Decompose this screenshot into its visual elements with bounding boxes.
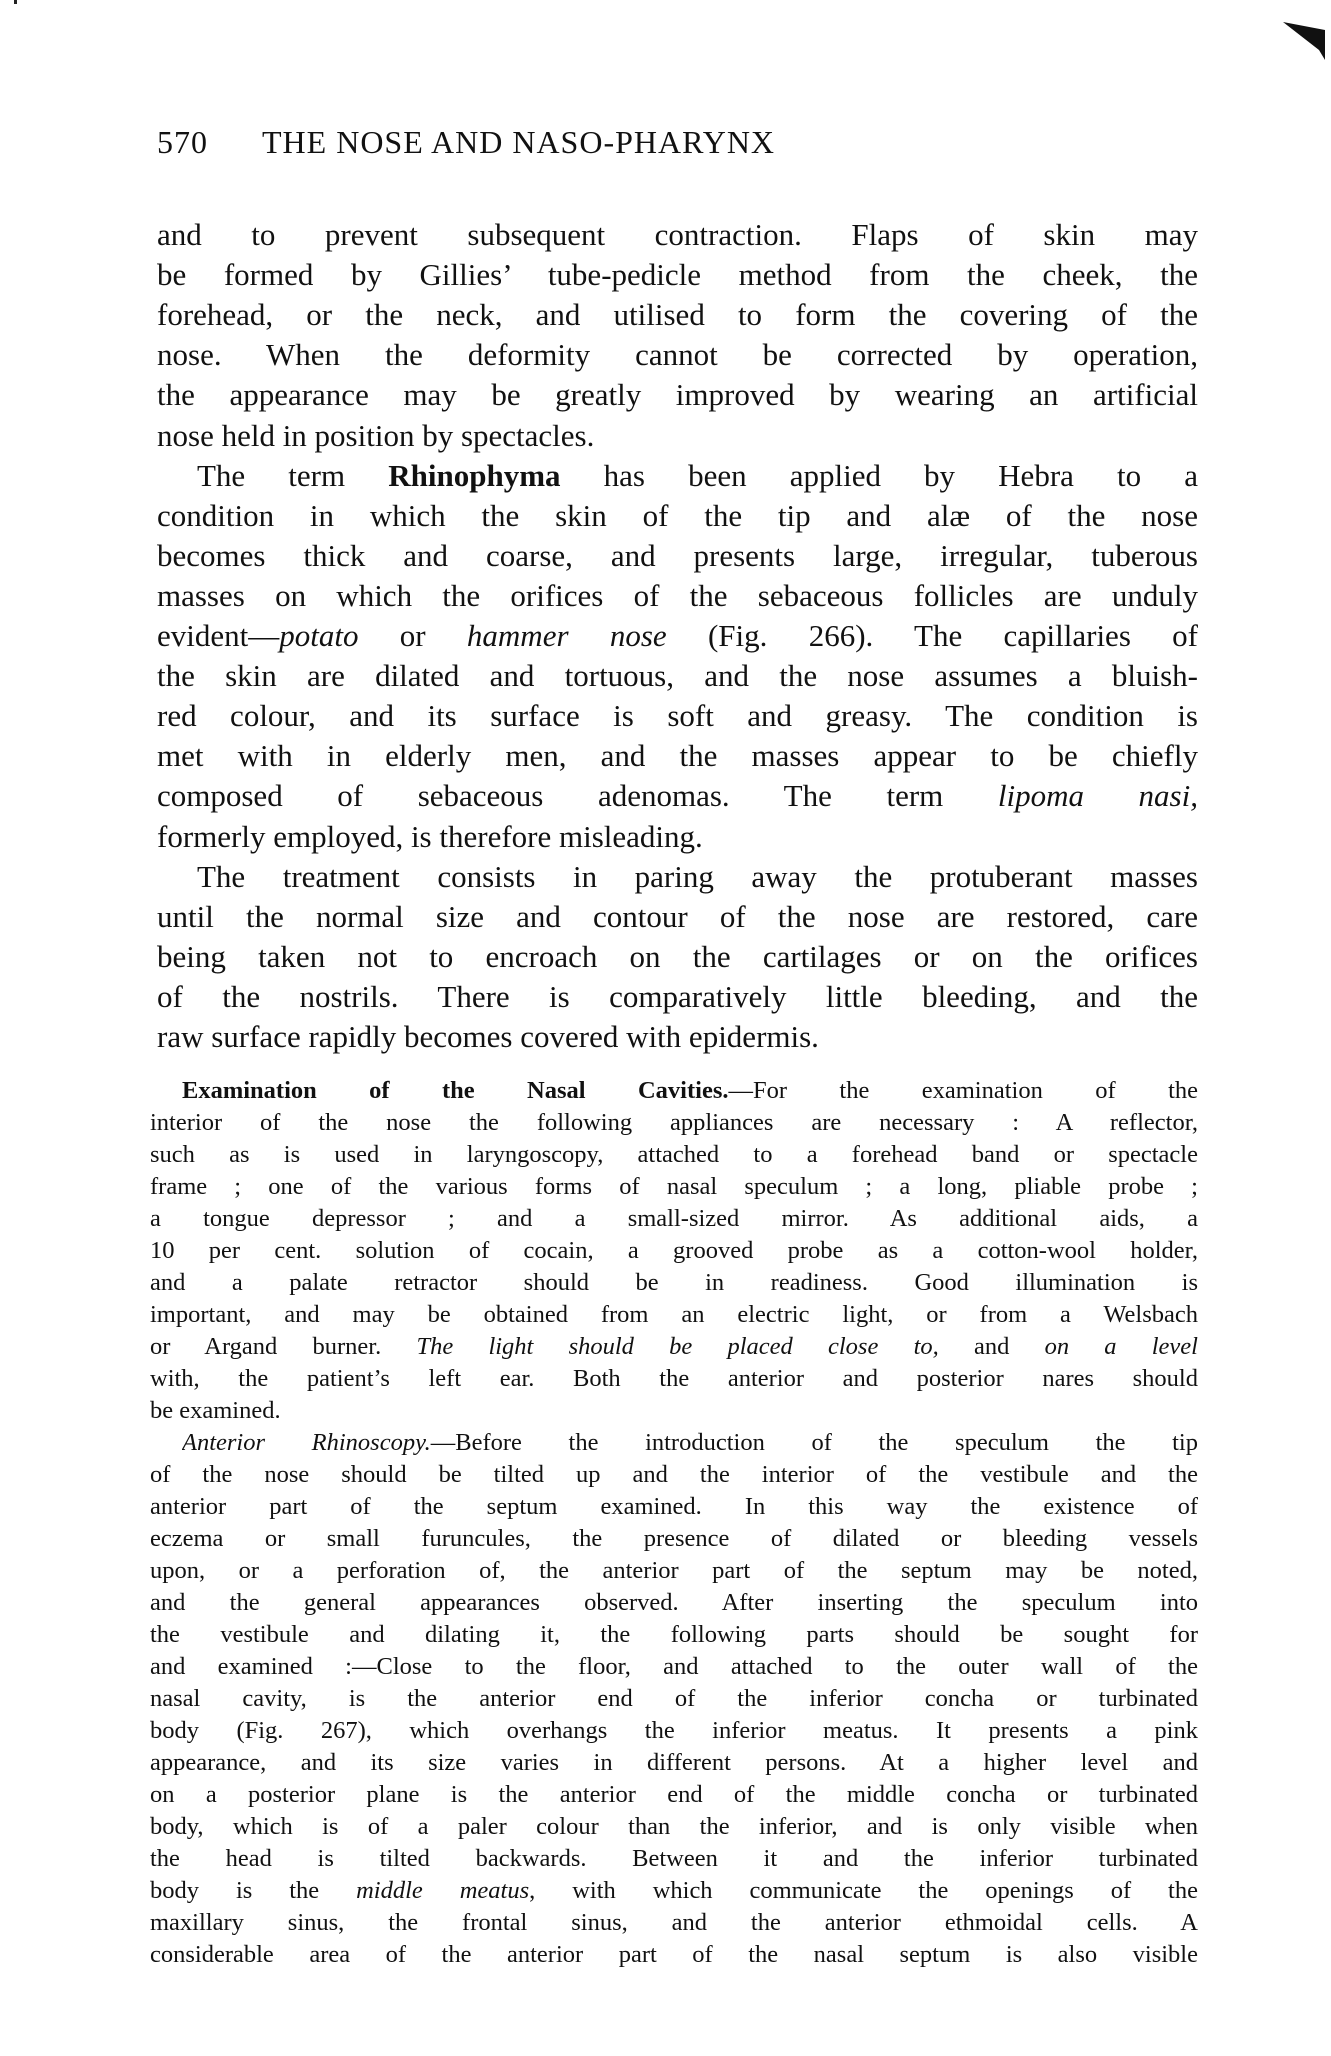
text-line [150, 1683, 1198, 1715]
text-run: The term [197, 457, 389, 493]
text-run: until the normal size and contour of the nose are restored, care [157, 898, 1198, 934]
text-run: be formed by Gillies’ tube-pedicle method from the cheek, the [157, 257, 1198, 293]
text-line [157, 696, 1198, 736]
text-run: body is the [150, 1877, 357, 1904]
text-run: and the general appearances observed. After inserting the speculum into [150, 1589, 1198, 1616]
text-line [150, 1587, 1198, 1619]
page-corner-mark-icon [1283, 20, 1327, 64]
text-run: anterior part of the septum examined. In this way the existence of [150, 1493, 1198, 1520]
text-line [157, 1017, 1198, 1057]
text-run: has been applied by Hebra to a [560, 457, 1198, 493]
text-run: such as is used in laryngoscopy, attached to a forehead band or spectacle [150, 1141, 1198, 1168]
text-run: —For the examination of the [728, 1077, 1198, 1104]
running-header [157, 124, 775, 161]
text-run: the vestibule and dilating it, the following parts should be sought for [150, 1621, 1198, 1648]
text-run: evident— [157, 618, 280, 653]
text-run: eczema or small furuncules, the presence of dilated or bleeding vessels [150, 1525, 1198, 1552]
text-run: and to prevent subsequent contraction. Flaps of skin may [157, 217, 1198, 252]
text-run: the head is tilted backwards. Between it and the inferior turbinated [150, 1845, 1198, 1872]
running-title: THE NOSE AND NASO-PHARYNX [262, 124, 776, 160]
text-line [150, 1779, 1198, 1811]
text-line [150, 1523, 1198, 1555]
italic-term: hammer nose [466, 618, 667, 653]
text-line [182, 1075, 1198, 1107]
text-line [157, 817, 1198, 857]
italic-term: lipoma nasi, [997, 778, 1198, 814]
text-line [157, 536, 1198, 576]
text-line [150, 1491, 1198, 1523]
text-run: 10 per cent. solution of cocain, a grooved probe as a cotton-wool holder, [150, 1237, 1198, 1264]
text-run: be examined. [150, 1397, 281, 1424]
text-run: or Argand burner. [150, 1333, 417, 1360]
text-line [157, 616, 1198, 656]
text-line [150, 1331, 1198, 1363]
text-run: and a palate retractor should be in readiness. Good illumination is [150, 1269, 1198, 1296]
text-run: and [938, 1333, 1045, 1360]
text-run: appearance, and its size varies in different persons. At a higher level and [150, 1749, 1198, 1776]
text-line [157, 295, 1198, 335]
text-run: the skin are dilated and tortuous, and the nose assumes a bluish- [157, 658, 1198, 694]
italic-term: middle meatus [356, 1877, 530, 1904]
text-line [157, 496, 1198, 536]
text-line [150, 1395, 1198, 1427]
text-run: maxillary sinus, the frontal sinus, and the anterior ethmoidal cells. A [150, 1909, 1198, 1936]
text-run: forehead, or the neck, and utilised to form the covering of the [157, 297, 1198, 333]
text-run: on a posterior plane is the anterior end of the middle concha or turbinated [150, 1781, 1198, 1808]
text-line [150, 1267, 1198, 1299]
page-number: 570 [157, 124, 208, 160]
text-line [150, 1843, 1198, 1875]
text-line [157, 215, 1198, 255]
text-line [150, 1235, 1198, 1267]
text-line [150, 1811, 1198, 1843]
text-run: a tongue depressor ; and a small-sized mirror. As additional aids, a [150, 1205, 1198, 1232]
text-run: The treatment consists in paring away the protuberant masses [197, 858, 1198, 894]
text-line [150, 1363, 1198, 1395]
text-line [157, 736, 1198, 776]
text-run: important, and may be obtained from an electric light, or from a Welsbach [150, 1301, 1198, 1328]
text-run: met with in elderly men, and the masses appear to be chiefly [157, 738, 1198, 774]
scan-speck [14, 0, 17, 4]
text-run: the appearance may be greatly improved by wearing an artificial [157, 377, 1198, 413]
text-run: formerly employed, is therefore misleading. [157, 818, 703, 854]
text-run: or [358, 618, 467, 653]
text-line [157, 375, 1198, 415]
text-run: of the nostrils. There is comparatively little bleeding, and the [157, 978, 1198, 1014]
text-line [150, 1715, 1198, 1747]
text-line [150, 1651, 1198, 1683]
text-line [157, 255, 1198, 295]
text-line [150, 1907, 1198, 1939]
text-line [157, 416, 1198, 456]
text-run: (Fig. 266). The capillaries of [666, 618, 1198, 653]
bold-term: Rhinophyma [388, 457, 561, 493]
text-run: frame ; one of the various forms of nasal speculum ; a long, pliable probe ; [150, 1173, 1198, 1200]
text-run: —Before the introduction of the speculum the tip [430, 1429, 1198, 1456]
text-line [150, 1139, 1198, 1171]
text-line [157, 656, 1198, 696]
text-run: upon, or a perforation of, the anterior part of the septum may be noted, [150, 1557, 1198, 1584]
text-line [150, 1459, 1198, 1491]
text-run: with, the patient’s left ear. Both the anterior and posterior nares should [150, 1365, 1198, 1392]
text-run: masses on which the orifices of the sebaceous follicles are unduly [157, 577, 1198, 613]
text-run: being taken not to encroach on the cartilages or on the orifices [157, 938, 1198, 974]
text-run: becomes thick and coarse, and presents large, irregular, tuberous [157, 537, 1198, 573]
text-line [150, 1747, 1198, 1779]
text-line [157, 977, 1198, 1017]
text-run: composed of sebaceous adenomas. The term [157, 778, 998, 814]
text-line [157, 937, 1198, 977]
italic-term: The light should be placed close to, [416, 1333, 939, 1360]
text-run: body (Fig. 267), which overhangs the inferior meatus. It presents a pink [150, 1717, 1198, 1744]
text-line [150, 1203, 1198, 1235]
text-run: red colour, and its surface is soft and greasy. The condition is [157, 698, 1198, 734]
italic-term: potato [279, 618, 359, 653]
text-run: nose. When the deformity cannot be corrected by operation, [157, 337, 1198, 373]
italic-term: Anterior Rhinoscopy. [182, 1429, 431, 1456]
text-line [150, 1939, 1198, 1971]
text-run: considerable area of the anterior part of the nasal septum is also visible [150, 1941, 1198, 1968]
bold-term: Examination of the Nasal Cavities. [182, 1077, 729, 1104]
text-line [150, 1555, 1198, 1587]
text-run: raw surface rapidly becomes covered with epidermis. [157, 1019, 819, 1054]
text-run: of the nose should be tilted up and the interior of the vestibule and the [150, 1461, 1198, 1488]
text-line [150, 1107, 1198, 1139]
text-run: condition in which the skin of the tip and alæ of the nose [157, 497, 1198, 533]
text-line [157, 897, 1198, 937]
text-run: body, which is of a paler colour than the inferior, and is only visible when [150, 1813, 1198, 1840]
text-line [150, 1619, 1198, 1651]
text-run: nasal cavity, is the anterior end of the inferior concha or turbinated [150, 1685, 1198, 1712]
text-line [150, 1299, 1198, 1331]
text-line [150, 1171, 1198, 1203]
text-run: , with which communicate the openings of the [529, 1877, 1198, 1904]
text-line [150, 1875, 1198, 1907]
text-run: nose held in position by spectacles. [157, 417, 595, 453]
text-run: and examined :—Close to the floor, and attached to the outer wall of the [150, 1653, 1198, 1680]
text-run: interior of the nose the following appliances are necessary : A reflector, [150, 1109, 1198, 1136]
text-line [157, 335, 1198, 375]
text-line [157, 576, 1198, 616]
text-line [197, 456, 1198, 496]
italic-term: on a level [1044, 1333, 1198, 1360]
text-line [197, 857, 1198, 897]
text-line [182, 1427, 1198, 1459]
text-line [157, 776, 1198, 816]
